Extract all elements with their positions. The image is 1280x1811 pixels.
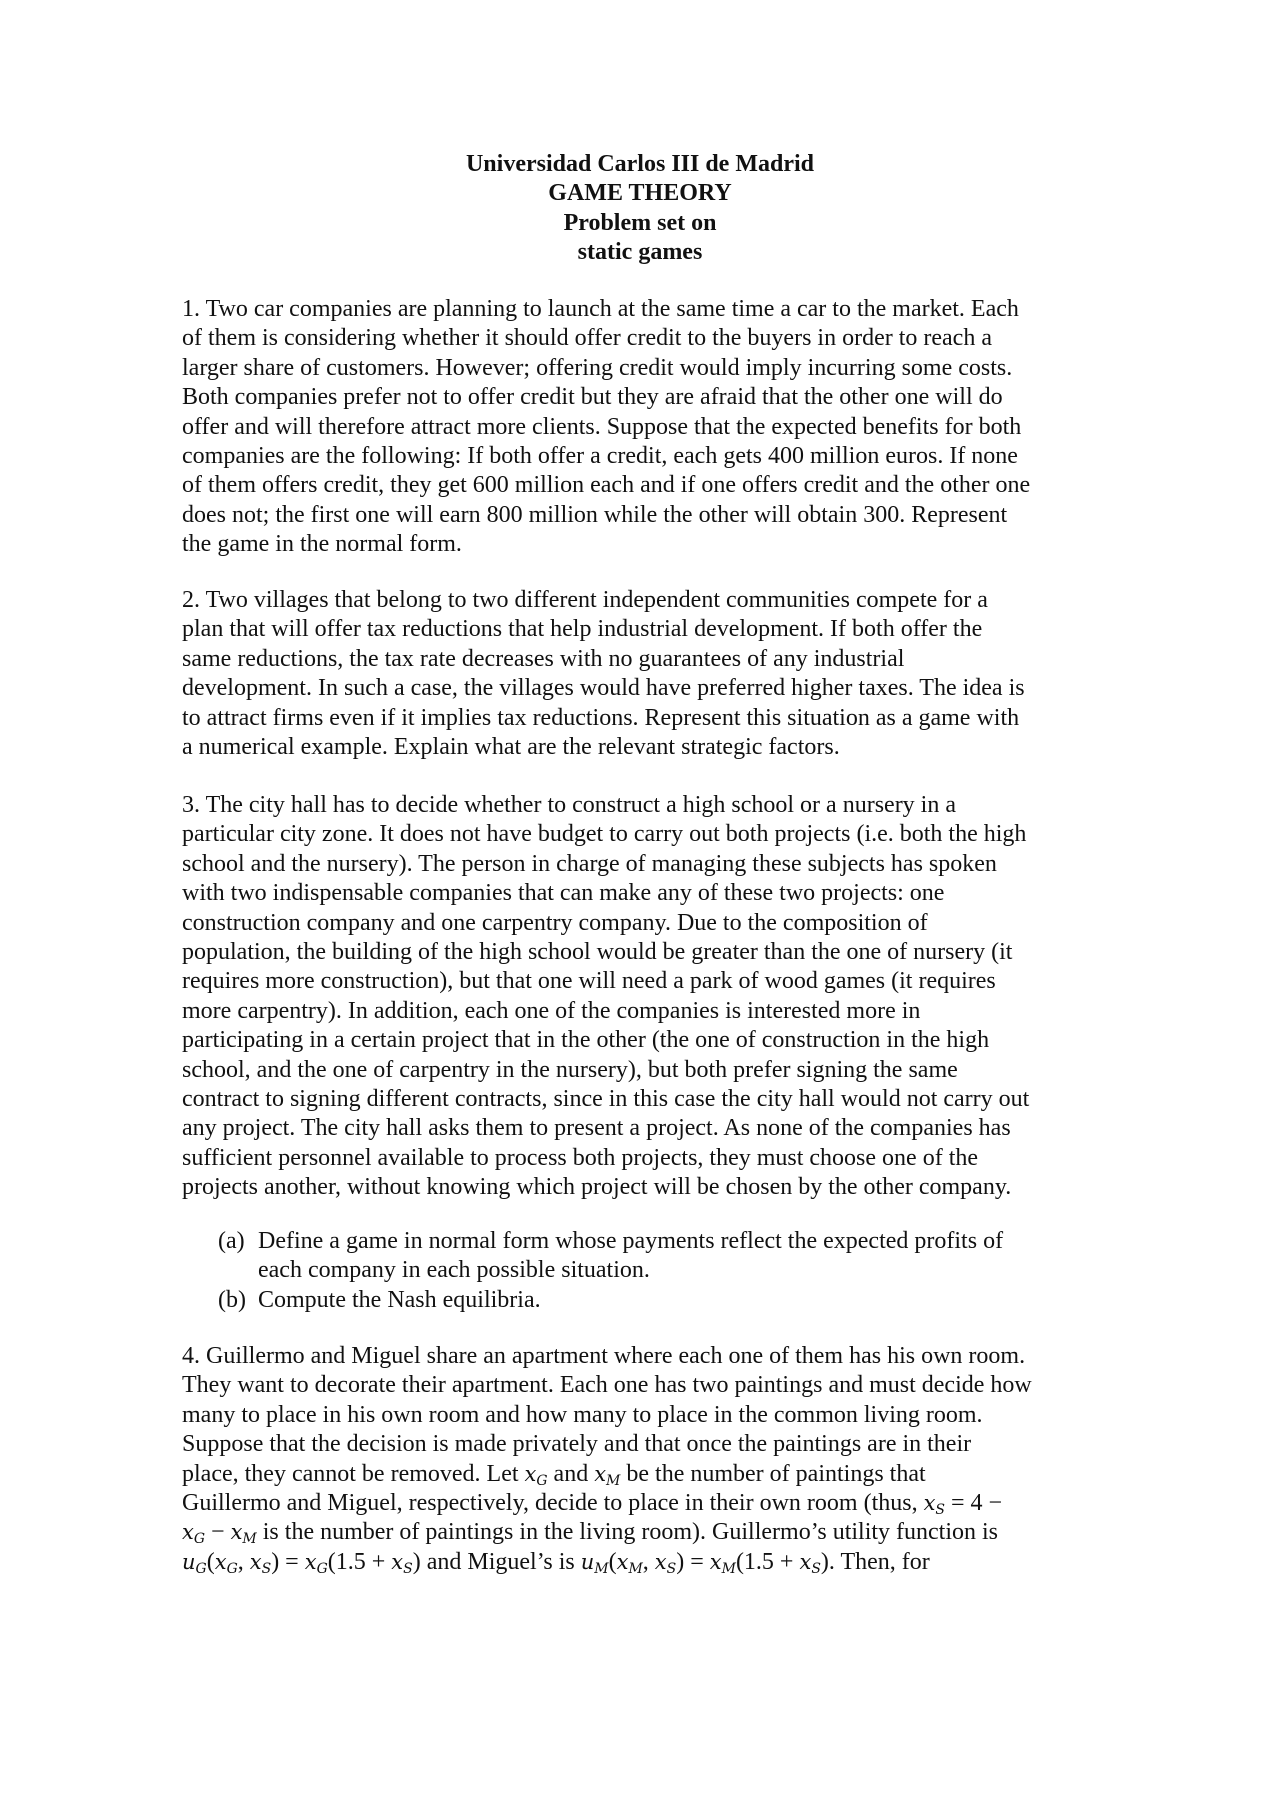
variable-subscript: M	[606, 1472, 621, 1489]
subitem	[218, 1286, 1158, 1315]
math-variable	[214, 1549, 238, 1577]
math-text-line	[182, 1489, 1122, 1518]
text-line: plan that will offer tax reductions that help industrial development. If both offer the	[182, 616, 983, 643]
variable-symbol: u	[580, 1549, 595, 1574]
text-segment: ,	[642, 1548, 655, 1575]
text-line: Define a game in normal form whose payments reflect the expected profits of	[258, 1228, 1004, 1254]
math-variable	[524, 1461, 548, 1489]
variable-subscript: G	[316, 1560, 328, 1577]
problem-2	[182, 586, 1122, 762]
variable-subscript: G	[536, 1472, 548, 1489]
text-line: development. In such a case, the villages would have preferred higher taxes. The idea is	[182, 675, 1025, 702]
text-line: 3. The city hall has to decide whether to construct a high school or a nursery in a	[182, 792, 956, 818]
text-line: of them is considering whether it should offer credit to the buyers in order to reach a	[182, 325, 992, 352]
text-segment: (	[206, 1548, 215, 1575]
document-header	[0, 150, 1280, 268]
variable-symbol: x	[304, 1549, 317, 1574]
math-variable	[594, 1461, 621, 1489]
variable-symbol: x	[182, 1520, 194, 1545]
text-line: 4. Guillermo and Miguel share an apartment where each one of them has his own room.	[182, 1343, 1026, 1369]
text-line: school, and the one of carpentry in the nursery), but both prefer signing the same	[182, 1056, 958, 1083]
variable-symbol: x	[594, 1461, 607, 1486]
math-variable	[182, 1549, 207, 1577]
variable-symbol: x	[654, 1549, 667, 1574]
variable-symbol: x	[799, 1549, 812, 1574]
variable-symbol: x	[709, 1549, 722, 1574]
problem-3	[182, 791, 1122, 1202]
math-variable	[182, 1520, 206, 1548]
text-line: 1. Two car companies are planning to launch at the same time a car to the market. Each	[182, 296, 1019, 322]
text-segment: = 4 −	[945, 1489, 1003, 1516]
subtitle-line-1: Problem set on	[563, 209, 717, 236]
text-line: to attract firms even if it implies tax reductions. Represent this situation as a game with	[182, 704, 1020, 731]
variable-symbol: x	[923, 1490, 936, 1515]
math-variable	[391, 1549, 413, 1577]
text-segment: ,	[237, 1548, 250, 1575]
text-segment: (1.5 +	[327, 1548, 392, 1575]
variable-subscript: S	[666, 1560, 677, 1577]
math-variable	[580, 1549, 609, 1577]
text-line: offer and will therefore attract more clients. Suppose that the expected benefits for both	[182, 413, 1022, 440]
math-text-line	[182, 1548, 1122, 1577]
math-variable	[923, 1490, 946, 1518]
text-line: 2. Two villages that belong to two different independent communities compete for a	[182, 587, 988, 613]
subitem	[218, 1227, 1158, 1286]
subitem-label: (b)	[218, 1286, 246, 1313]
variable-subscript: G	[195, 1560, 207, 1577]
math-variable	[230, 1520, 257, 1548]
math-variable	[616, 1549, 643, 1577]
variable-subscript: M	[628, 1560, 643, 1577]
problem-3-subitems	[218, 1227, 1158, 1315]
text-segment: be the number of paintings that	[620, 1460, 926, 1487]
math-text-line	[182, 1518, 1122, 1547]
variable-subscript: G	[193, 1531, 206, 1548]
variable-subscript: M	[721, 1560, 736, 1577]
text-line: more carpentry). In addition, each one of the companies is interested more in	[182, 997, 921, 1024]
problem-1	[182, 295, 1122, 560]
text-line: of them offers credit, they get 600 million each and if one offers credit and the other one	[182, 472, 1031, 499]
text-line: projects another, without knowing which project will be chosen by the other company.	[182, 1174, 1012, 1201]
course-title: GAME THEORY	[548, 180, 732, 207]
text-segment: −	[205, 1519, 231, 1546]
text-line: companies are the following: If both offer a credit, each gets 400 million euros. If none	[182, 442, 1018, 469]
text-line: particular city zone. It does not have budget to carry out both projects (i.e. both the high	[182, 821, 1027, 848]
problem-4	[182, 1342, 1122, 1577]
text-segment: and	[547, 1460, 595, 1487]
text-line: a numerical example. Explain what are the relevant strategic factors.	[182, 733, 840, 760]
variable-symbol: x	[230, 1520, 243, 1545]
text-segment: ) =	[676, 1548, 710, 1575]
text-segment: place, they cannot be removed. Let	[182, 1460, 525, 1487]
text-line: any project. The city hall asks them to present a project. As none of the companies has	[182, 1115, 1011, 1142]
variable-symbol: x	[391, 1549, 404, 1574]
text-line: requires more construction), but that one will need a park of wood games (it requires	[182, 968, 996, 995]
math-variable	[654, 1549, 677, 1577]
text-line: sufficient personnel available to process both projects, they must choose one of the	[182, 1144, 979, 1171]
variable-subscript: G	[226, 1560, 238, 1577]
text-segment: (	[608, 1548, 617, 1575]
text-line: with two indispensable companies that can make any of these two projects: one	[182, 880, 945, 907]
text-line: contract to signing different contracts, since in this case the city hall would not carry out	[182, 1085, 1030, 1112]
text-segment: Guillermo and Miguel, respectively, decide to place in their own room (thus,	[182, 1489, 924, 1516]
math-variable	[799, 1549, 821, 1577]
text-segment: ) and Miguel’s is	[412, 1548, 581, 1575]
text-line: Compute the Nash equilibria.	[258, 1286, 541, 1313]
text-segment: is the number of paintings in the living room). Guillermo’s utility function is	[256, 1519, 999, 1546]
math-text-line	[182, 1460, 1122, 1489]
variable-subscript: S	[935, 1501, 946, 1518]
variable-subscript: M	[242, 1531, 257, 1548]
math-variable	[249, 1549, 272, 1577]
text-line: each company in each possible situation.	[258, 1257, 650, 1284]
variable-symbol: u	[182, 1549, 196, 1574]
text-segment: (1.5 +	[735, 1548, 800, 1575]
text-line: larger share of customers. However; offering credit would imply incurring some costs.	[182, 354, 1013, 381]
variable-subscript: S	[811, 1560, 821, 1577]
subtitle-line-2: static games	[577, 239, 703, 266]
variable-symbol: x	[616, 1549, 629, 1574]
variable-subscript: S	[261, 1560, 272, 1577]
text-line: same reductions, the tax rate decreases with no guarantees of any industrial	[182, 645, 905, 672]
text-segment: ). Then, for	[820, 1548, 930, 1575]
variable-symbol: x	[249, 1549, 262, 1574]
variable-subscript: M	[594, 1560, 609, 1577]
math-variable	[304, 1549, 328, 1577]
text-line: school and the nursery). The person in charge of managing these subjects has spoken	[182, 850, 997, 877]
variable-subscript: S	[403, 1560, 413, 1577]
text-line: participating in a certain project that in the other (the one of construction in the high	[182, 1027, 990, 1054]
text-line: population, the building of the high school would be greater than the one of nursery (it	[182, 938, 1013, 965]
variable-symbol: x	[524, 1461, 537, 1486]
math-variable	[709, 1549, 736, 1577]
text-line: Suppose that the decision is made privately and that once the paintings are in their	[182, 1431, 972, 1458]
university-name: Universidad Carlos III de Madrid	[465, 151, 815, 177]
variable-symbol: x	[214, 1549, 227, 1574]
subitem-label: (a)	[218, 1228, 245, 1254]
text-line: many to place in his own room and how many to place in the common living room.	[182, 1401, 983, 1428]
text-line: Both companies prefer not to offer credit but they are afraid that the other one will do	[182, 384, 1003, 411]
text-line: the game in the normal form.	[182, 531, 462, 558]
text-line: does not; the first one will earn 800 million while the other will obtain 300. Represent	[182, 501, 1008, 528]
text-line: construction company and one carpentry company. Due to the composition of	[182, 909, 928, 936]
text-segment: ) =	[271, 1548, 305, 1575]
text-line: They want to decorate their apartment. Each one has two paintings and must decide how	[182, 1372, 1032, 1399]
